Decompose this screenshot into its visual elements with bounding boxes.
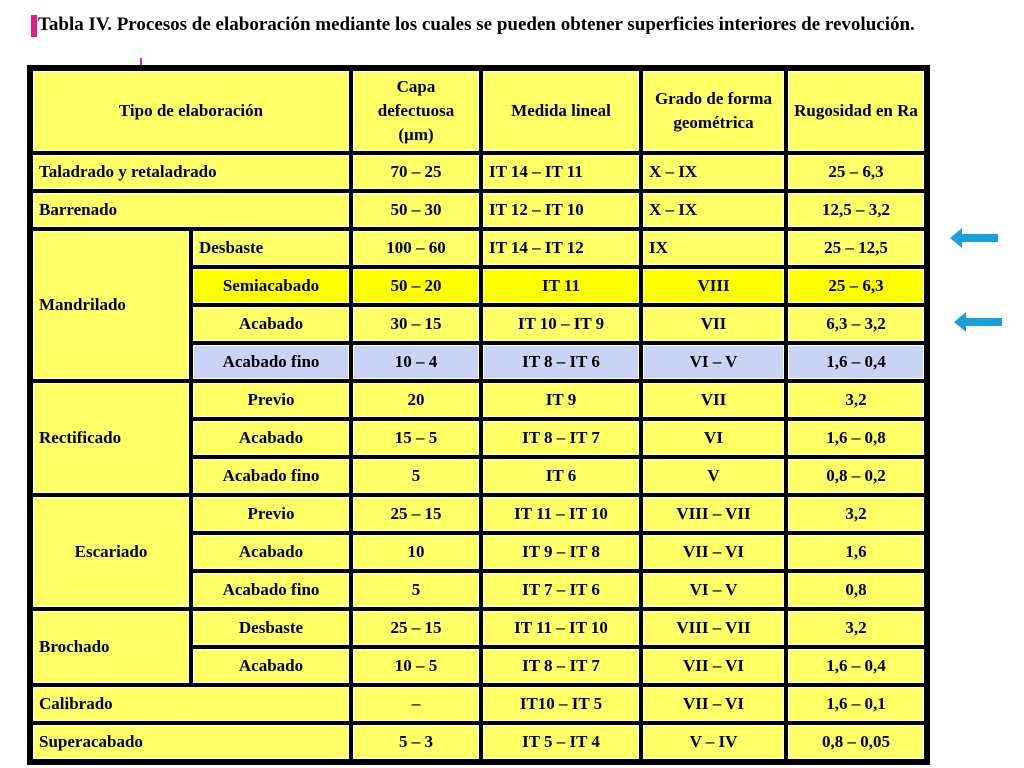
rugosidad-cell: 0,8 — [786, 571, 926, 609]
rugosidad-cell: 25 – 12,5 — [786, 229, 926, 267]
process-group-escariado: Escariado — [31, 495, 191, 609]
process-group-rectificado: Rectificado — [31, 381, 191, 495]
table-row — [31, 495, 926, 533]
capa-cell: 25 – 15 — [351, 609, 481, 647]
grado-cell: IX — [641, 229, 786, 267]
rugosidad-cell: 0,8 – 0,2 — [786, 457, 926, 495]
subprocess-name: Acabado — [191, 305, 351, 343]
grado-cell: VII – VI — [641, 533, 786, 571]
rugosidad-cell: 3,2 — [786, 495, 926, 533]
medida-cell: IT 8 – IT 7 — [481, 419, 641, 457]
arrow-left-icon — [954, 310, 1002, 334]
subprocess-name: Desbaste — [191, 229, 351, 267]
capa-cell: 50 – 30 — [351, 191, 481, 229]
grado-cell: VIII – VII — [641, 609, 786, 647]
medida-cell: IT 12 – IT 10 — [481, 191, 641, 229]
grado-cell: X – IX — [641, 153, 786, 191]
medida-cell: IT 9 — [481, 381, 641, 419]
subprocess-name: Acabado — [191, 533, 351, 571]
rugosidad-cell: 6,3 – 3,2 — [786, 305, 926, 343]
subprocess-name: Acabado fino — [191, 343, 351, 381]
grado-cell: VI – V — [641, 343, 786, 381]
grado-cell: VIII — [641, 267, 786, 305]
rugosidad-cell: 1,6 – 0,4 — [786, 343, 926, 381]
grado-cell: V — [641, 457, 786, 495]
header-tipo: Tipo de elaboración — [31, 69, 351, 153]
process-name: Calibrado — [31, 685, 351, 723]
table-title: Tabla IV. Procesos de elaboración mediante los cuales se pueden obtener superficies interiores de revolución. — [38, 14, 915, 35]
capa-cell: 5 — [351, 457, 481, 495]
medida-cell: IT 8 – IT 6 — [481, 343, 641, 381]
slide-marker — [31, 15, 37, 37]
header-grado: Grado de forma geométrica — [641, 69, 786, 153]
capa-cell: 10 – 5 — [351, 647, 481, 685]
table-row — [31, 685, 926, 723]
capa-cell: 10 — [351, 533, 481, 571]
subprocess-name: Acabado fino — [191, 457, 351, 495]
medida-cell: IT 11 – IT 10 — [481, 495, 641, 533]
capa-cell: 10 – 4 — [351, 343, 481, 381]
rugosidad-cell: 25 – 6,3 — [786, 153, 926, 191]
process-name: Barrenado — [31, 191, 351, 229]
medida-cell: IT 7 – IT 6 — [481, 571, 641, 609]
capa-cell: 5 – 3 — [351, 723, 481, 761]
medida-cell: IT 14 – IT 11 — [481, 153, 641, 191]
subprocess-name: Semiacabado — [191, 267, 351, 305]
process-name: Superacabado — [31, 723, 351, 761]
subprocess-name: Acabado fino — [191, 571, 351, 609]
medida-cell: IT 9 – IT 8 — [481, 533, 641, 571]
subprocess-name: Previo — [191, 495, 351, 533]
process-table — [27, 65, 930, 765]
header-rugosidad: Rugosidad en Ra — [786, 69, 926, 153]
medida-cell: IT 10 – IT 9 — [481, 305, 641, 343]
medida-cell: IT 11 – IT 10 — [481, 609, 641, 647]
subprocess-name: Acabado — [191, 419, 351, 457]
table-row — [31, 191, 926, 229]
capa-cell: 30 – 15 — [351, 305, 481, 343]
grado-cell: VII – VI — [641, 685, 786, 723]
medida-cell: IT 11 — [481, 267, 641, 305]
grado-cell: VII — [641, 305, 786, 343]
rugosidad-cell: 3,2 — [786, 381, 926, 419]
header-row — [31, 69, 926, 153]
medida-cell: IT 6 — [481, 457, 641, 495]
medida-cell: IT10 – IT 5 — [481, 685, 641, 723]
capa-cell: 15 – 5 — [351, 419, 481, 457]
arrow-left-icon — [950, 226, 998, 250]
grado-cell: VII — [641, 381, 786, 419]
table-row — [31, 229, 926, 267]
capa-cell: 100 – 60 — [351, 229, 481, 267]
rugosidad-cell: 12,5 – 3,2 — [786, 191, 926, 229]
medida-cell: IT 5 – IT 4 — [481, 723, 641, 761]
rugosidad-cell: 1,6 – 0,8 — [786, 419, 926, 457]
grado-cell: V – IV — [641, 723, 786, 761]
capa-cell: 5 — [351, 571, 481, 609]
medida-cell: IT 14 – IT 12 — [481, 229, 641, 267]
header-medida: Medida lineal — [481, 69, 641, 153]
process-group-brochado: Brochado — [31, 609, 191, 685]
rugosidad-cell: 3,2 — [786, 609, 926, 647]
table-row — [31, 381, 926, 419]
capa-cell: – — [351, 685, 481, 723]
process-name: Taladrado y retaladrado — [31, 153, 351, 191]
capa-cell: 25 – 15 — [351, 495, 481, 533]
capa-cell: 70 – 25 — [351, 153, 481, 191]
grado-cell: VI – V — [641, 571, 786, 609]
table-row — [31, 723, 926, 761]
grado-cell: VI — [641, 419, 786, 457]
capa-cell: 20 — [351, 381, 481, 419]
table-row — [31, 153, 926, 191]
rugosidad-cell: 1,6 — [786, 533, 926, 571]
grado-cell: X – IX — [641, 191, 786, 229]
table-row — [31, 609, 926, 647]
process-group-mandrilado: Mandrilado — [31, 229, 191, 381]
grado-cell: VIII – VII — [641, 495, 786, 533]
rugosidad-cell: 0,8 – 0,05 — [786, 723, 926, 761]
rugosidad-cell: 1,6 – 0,1 — [786, 685, 926, 723]
subprocess-name: Desbaste — [191, 609, 351, 647]
medida-cell: IT 8 – IT 7 — [481, 647, 641, 685]
rugosidad-cell: 1,6 – 0,4 — [786, 647, 926, 685]
subprocess-name: Previo — [191, 381, 351, 419]
header-capa: Capa defectuosa (µm) — [351, 69, 481, 153]
grado-cell: VII – VI — [641, 647, 786, 685]
subprocess-name: Acabado — [191, 647, 351, 685]
rugosidad-cell: 25 – 6,3 — [786, 267, 926, 305]
capa-cell: 50 – 20 — [351, 267, 481, 305]
